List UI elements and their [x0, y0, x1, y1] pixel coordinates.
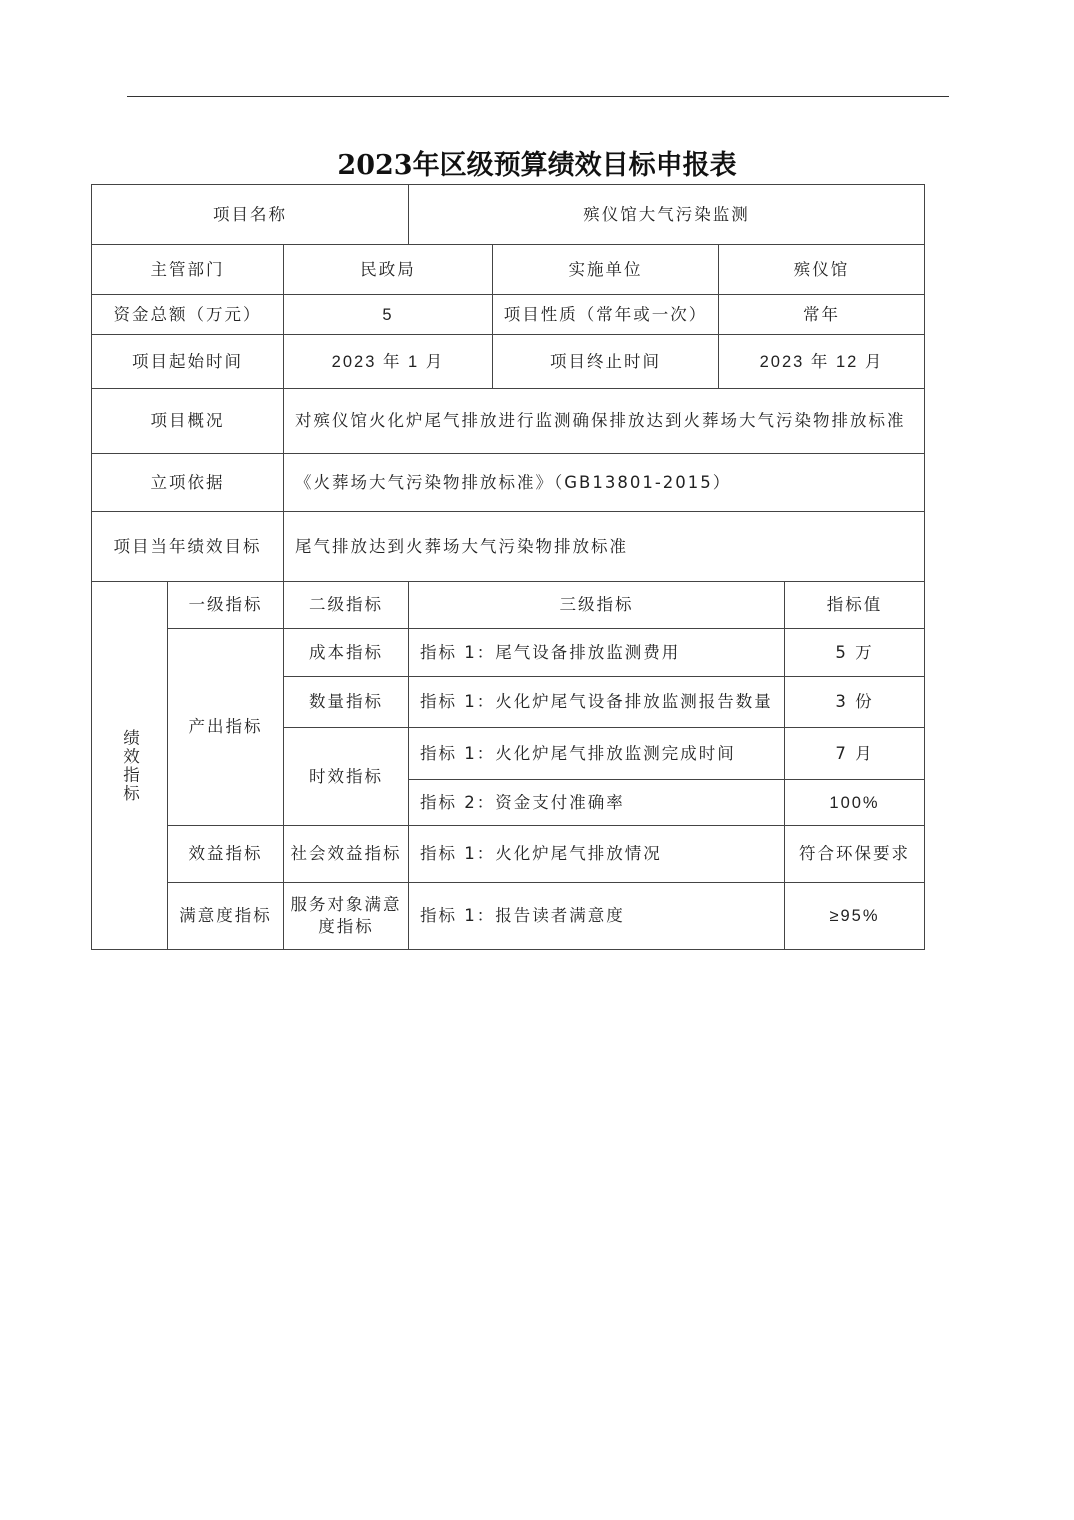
- department-label: 主管部门: [92, 245, 284, 295]
- project-nature-value: 常年: [719, 295, 925, 335]
- fund-total-label: 资金总额（万元）: [92, 295, 284, 335]
- end-time-value: 2023 年 12 月: [719, 335, 925, 389]
- row-satisfaction: [92, 883, 925, 950]
- header-rule: [127, 96, 949, 97]
- end-time-label: 项目终止时间: [493, 335, 719, 389]
- project-nature-label: 项目性质（常年或一次）: [493, 295, 719, 335]
- timeliness-indicator-value-2: 100%: [785, 780, 925, 826]
- row-indicator-headers: [92, 582, 925, 629]
- service-satisfaction-indicator-label: 服务对象满意度指标: [284, 883, 409, 950]
- fund-total-value: 5: [284, 295, 493, 335]
- implementing-unit-value: 殡仪馆: [719, 245, 925, 295]
- performance-indicators-label: 绩效指标: [92, 582, 168, 950]
- cost-indicator-item: 指标 1：尾气设备排放监测费用: [409, 629, 785, 677]
- timeliness-indicator-item-2: 指标 2：资金支付准确率: [409, 780, 785, 826]
- output-indicator-label: 产出指标: [168, 629, 284, 826]
- benefit-indicator-value: 符合环保要求: [785, 826, 925, 883]
- overview-label: 项目概况: [92, 389, 284, 454]
- row-time: [92, 335, 925, 389]
- benefit-indicator-label: 效益指标: [168, 826, 284, 883]
- satisfaction-indicator-label: 满意度指标: [168, 883, 284, 950]
- cost-indicator-label: 成本指标: [284, 629, 409, 677]
- quantity-indicator-value: 3 份: [785, 677, 925, 728]
- satisfaction-indicator-value: ≥95%: [785, 883, 925, 950]
- timeliness-indicator-label: 时效指标: [284, 728, 409, 826]
- project-name-label: 项目名称: [92, 185, 409, 245]
- annual-goal-value: 尾气排放达到火葬场大气污染物排放标准: [284, 512, 925, 582]
- row-project-name: [92, 185, 925, 245]
- row-basis: [92, 454, 925, 512]
- start-time-label: 项目起始时间: [92, 335, 284, 389]
- basis-value: 《火葬场大气污染物排放标准》（GB13801-2015）: [284, 454, 925, 512]
- cost-indicator-value: 5 万: [785, 629, 925, 677]
- row-overview: [92, 389, 925, 454]
- timeliness-indicator-value-1: 7 月: [785, 728, 925, 780]
- annual-goal-label: 项目当年绩效目标: [92, 512, 284, 582]
- project-name-value: 殡仪馆大气污染监测: [409, 185, 925, 245]
- row-fund: [92, 295, 925, 335]
- basis-label: 立项依据: [92, 454, 284, 512]
- row-department: [92, 245, 925, 295]
- quantity-indicator-label: 数量指标: [284, 677, 409, 728]
- row-cost: [92, 629, 925, 677]
- header-level1: 一级指标: [168, 582, 284, 629]
- performance-goal-table: [91, 184, 925, 950]
- implementing-unit-label: 实施单位: [493, 245, 719, 295]
- benefit-indicator-item: 指标 1：火化炉尾气排放情况: [409, 826, 785, 883]
- header-level2: 二级指标: [284, 582, 409, 629]
- department-value: 民政局: [284, 245, 493, 295]
- header-level3: 三级指标: [409, 582, 785, 629]
- row-annual-goal: [92, 512, 925, 582]
- timeliness-indicator-item-1: 指标 1：火化炉尾气排放监测完成时间: [409, 728, 785, 780]
- social-benefit-indicator-label: 社会效益指标: [284, 826, 409, 883]
- header-value: 指标值: [785, 582, 925, 629]
- row-benefit: [92, 826, 925, 883]
- satisfaction-indicator-item: 指标 1：报告读者满意度: [409, 883, 785, 950]
- start-time-value: 2023 年 1 月: [284, 335, 493, 389]
- overview-value: 对殡仪馆火化炉尾气排放进行监测确保排放达到火葬场大气污染物排放标准: [284, 389, 925, 454]
- quantity-indicator-item: 指标 1：火化炉尾气设备排放监测报告数量: [409, 677, 785, 728]
- document-title: 2023年区级预算绩效目标申报表: [337, 150, 737, 181]
